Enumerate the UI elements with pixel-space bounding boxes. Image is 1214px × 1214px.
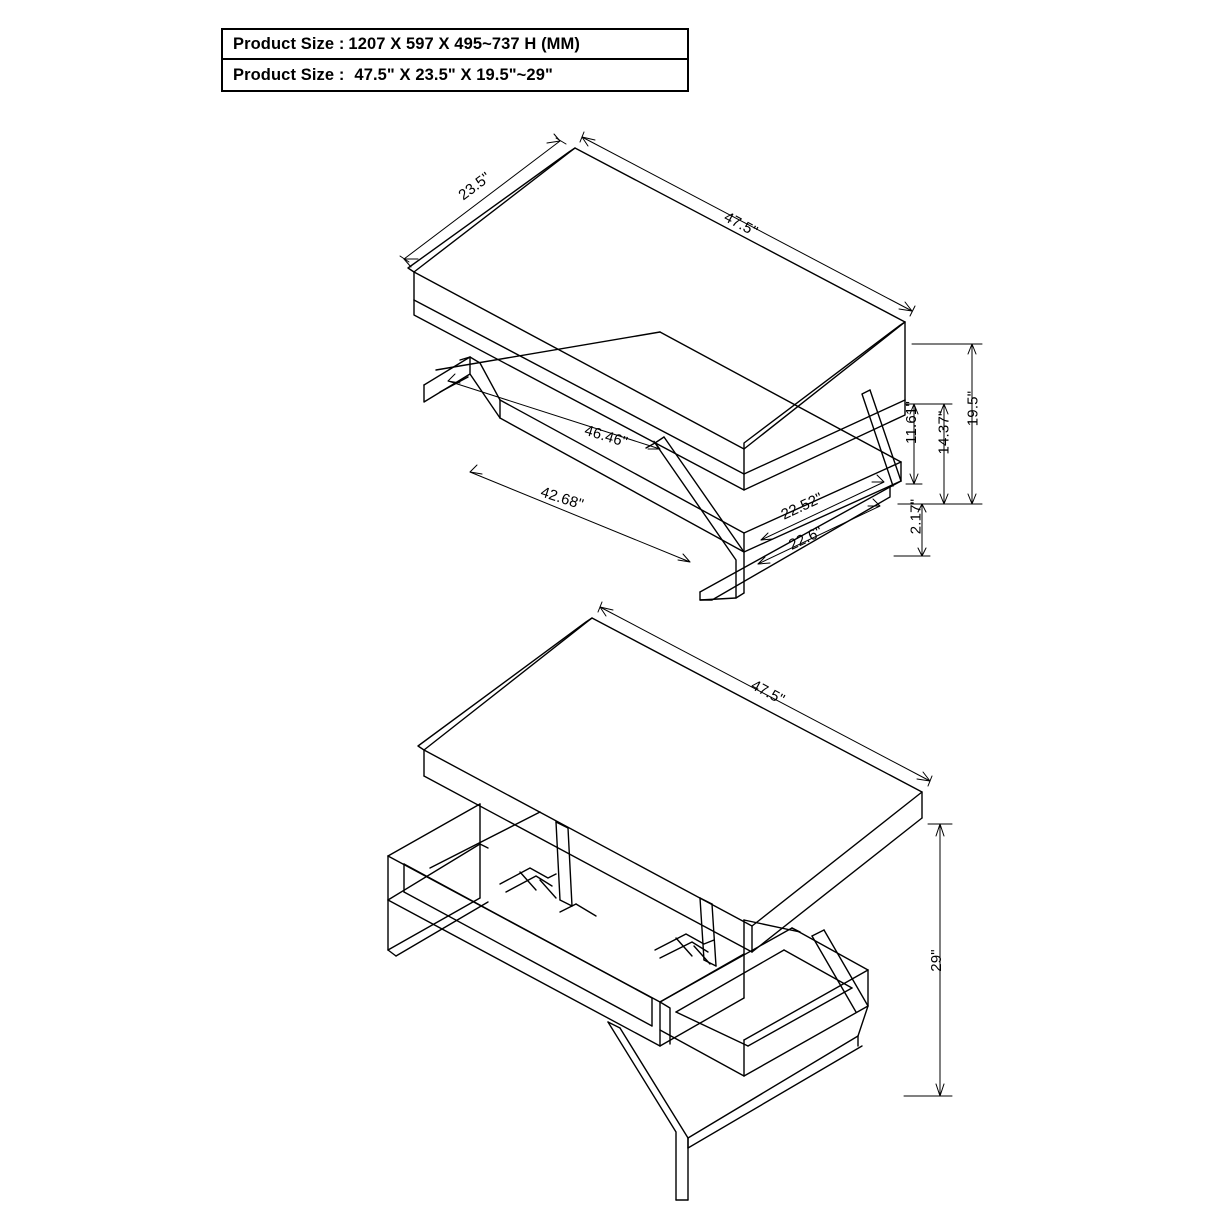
dim-top-width: 47.5" (721, 208, 761, 241)
closed-view-geometry (408, 148, 905, 600)
product-size-imperial-label: Product Size : (233, 65, 345, 84)
dim-inner-height-b: 14.37" (935, 410, 953, 455)
dim-top-width-lifted: 47.5" (748, 676, 788, 709)
dim-inner-height-a: 11.61" (902, 401, 920, 444)
product-size-imperial-value: 47.5" X 23.5" X 19.5"~29" (354, 65, 553, 84)
product-size-metric-value: 1207 X 597 X 495~737 H (MM) (348, 34, 580, 53)
dim-shelf-width-upper: 46.46" (582, 421, 630, 452)
dim-bottom-clearance: 2.17" (907, 498, 925, 535)
product-size-metric-label: Product Size : (233, 34, 345, 53)
dim-top-depth: 23.5" (455, 169, 495, 204)
dim-shelf-depth-lower: 22.6" (786, 523, 826, 554)
dim-shelf-width-lower: 42.68" (538, 483, 586, 514)
dim-shelf-depth-upper: 22.52" (778, 489, 826, 524)
lifted-view-geometry (388, 618, 922, 1200)
dim-total-height-lifted: 29" (927, 949, 945, 972)
dim-total-height-closed: 19.5" (964, 390, 982, 427)
